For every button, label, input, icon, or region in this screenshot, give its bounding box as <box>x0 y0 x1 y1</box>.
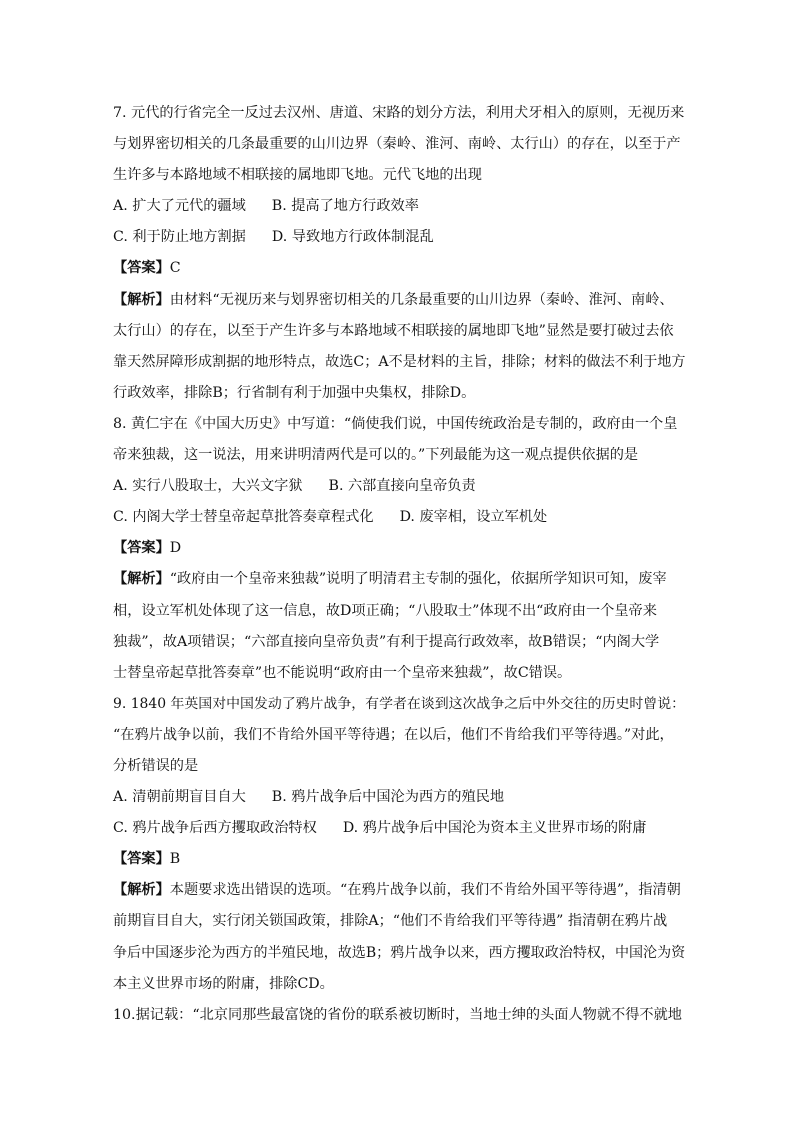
answer-line <box>113 844 685 875</box>
analysis-label: 【解析】 <box>113 291 170 308</box>
option-d: D. 鸦片战争后中国沦为资本主义世界市场的附庸 <box>342 820 647 837</box>
option-a: A. 清朝前期盲目自大 <box>113 789 246 806</box>
analysis-line: 前期盲目自大，实行闭关锁国政策，排除A；“他们不肯给我们平等待遇” 指清朝在鸦片战 <box>113 913 668 930</box>
option-b: B. 提高了地方行政效率 <box>271 198 419 215</box>
question-stem-line: 与划界密切相关的几条最重要的山川边界（秦岭、淮河、南岭、太行山）的存在，以至于产 <box>113 136 681 153</box>
answer-value: C <box>169 260 181 277</box>
option-b: B. 六部直接向皇帝负责 <box>328 478 476 495</box>
analysis-line: 士替皇帝起草批答奏章”也不能说明“政府由一个皇帝来独裁”，故C错误。 <box>113 664 572 681</box>
answer-label: 【答案】 <box>113 260 170 277</box>
option-row <box>113 222 685 253</box>
option-b: B. 鸦片战争后中国沦为西方的殖民地 <box>271 789 505 806</box>
option-d: D. 废宰相，设立军机处 <box>399 509 548 526</box>
option-d: D. 导致地方行政体制混乱 <box>271 229 434 246</box>
document-page <box>113 98 685 1031</box>
option-row <box>113 502 685 533</box>
question-7 <box>113 98 685 409</box>
analysis-line: 独裁”，故A项错误；“六部直接向皇帝负责”有利于提高行政效率，故B错误；“内阁大学 <box>113 633 660 650</box>
question-stem-line: 生许多与本路地域不相联接的属地即飞地。元代飞地的出现 <box>113 167 482 184</box>
analysis-line: 【解析】“政府由一个皇帝来独裁”说明了明清君主专制的强化，依据所学知识可知，废宰 <box>113 571 667 588</box>
question-stem-line: 7. 元代的行省完全一反过去汉州、唐道、宋路的划分方法，利用犬牙相入的原则，无视历来 <box>113 105 685 121</box>
option-row <box>113 471 685 502</box>
question-10 <box>113 1000 685 1031</box>
option-a: A. 扩大了元代的疆域 <box>113 198 246 215</box>
analysis-line: 相，设立军机处体现了这一信息，故D项正确；“八股取士”体现不出“政府由一个皇帝来 <box>113 602 657 619</box>
answer-label: 【答案】 <box>113 851 170 868</box>
question-stem-line: 分析错误的是 <box>113 757 199 774</box>
option-c: C. 利于防止地方割据 <box>113 229 246 246</box>
answer-line <box>113 253 685 284</box>
analysis-label: 【解析】 <box>113 882 170 899</box>
question-9 <box>113 689 685 1000</box>
answer-line <box>113 533 685 564</box>
option-row <box>113 782 685 813</box>
option-c: C. 内阁大学士替皇帝起草批答奏章程式化 <box>113 509 374 526</box>
analysis-line: 靠天然屏障形成割据的地形特点，故选C；A不是材料的主旨，排除；材料的做法不利于地方 <box>113 353 686 370</box>
option-c: C. 鸦片战争后西方攫取政治特权 <box>113 820 317 837</box>
analysis-line: 太行山）的存在，以至于产生许多与本路地域不相联接的属地即飞地”显然是要打破过去依 <box>113 322 674 339</box>
analysis-line: 行政效率，排除B；行省制有利于加强中央集权，排除D。 <box>113 384 476 401</box>
option-row <box>113 191 685 222</box>
analysis-line: 本主义世界市场的附庸，排除CD。 <box>113 975 334 992</box>
analysis-line: 【解析】本题要求选出错误的选项。“在鸦片战争以前，我们不肯给外国平等待遇”，指清朝 <box>113 882 681 899</box>
analysis-label: 【解析】 <box>113 571 170 588</box>
analysis-line: 【解析】由材料“无视历来与划界密切相关的几条最重要的山川边界（秦岭、淮河、南岭、 <box>113 291 674 308</box>
question-8 <box>113 409 685 689</box>
answer-value: B <box>169 851 181 868</box>
answer-label: 【答案】 <box>113 540 170 557</box>
question-stem-line: “在鸦片战争以前，我们不肯给外国平等待遇；在以后，他们不肯给我们平等待遇。”对此， <box>113 726 674 743</box>
question-stem-line: 10.据记载：“北京同那些最富饶的省份的联系被切断时，当地士绅的头面人物就不得不就地 <box>113 1006 682 1023</box>
question-stem-line: 帝来独裁，这一说法，用来讲明清两代是可以的。”下列最能为这一观点提供依据的是 <box>113 447 639 464</box>
question-stem-line: 8. 黄仁宇在《中国大历史》中写道：“倘使我们说，中国传统政治是专制的，政府由一个皇 <box>113 415 678 432</box>
analysis-line: 争后中国逐步沦为西方的半殖民地，故选B；鸦片战争以来，西方攫取政治特权，中国沦为资 <box>113 944 686 961</box>
answer-value: D <box>169 540 182 557</box>
question-stem-line: 9. 1840 年英国对中国发动了鸦片战争，有学者在谈到这次战争之后中外交往的历史时曾说： <box>113 695 686 712</box>
option-a: A. 实行八股取士，大兴文字狱 <box>113 478 303 495</box>
option-row <box>113 813 685 844</box>
